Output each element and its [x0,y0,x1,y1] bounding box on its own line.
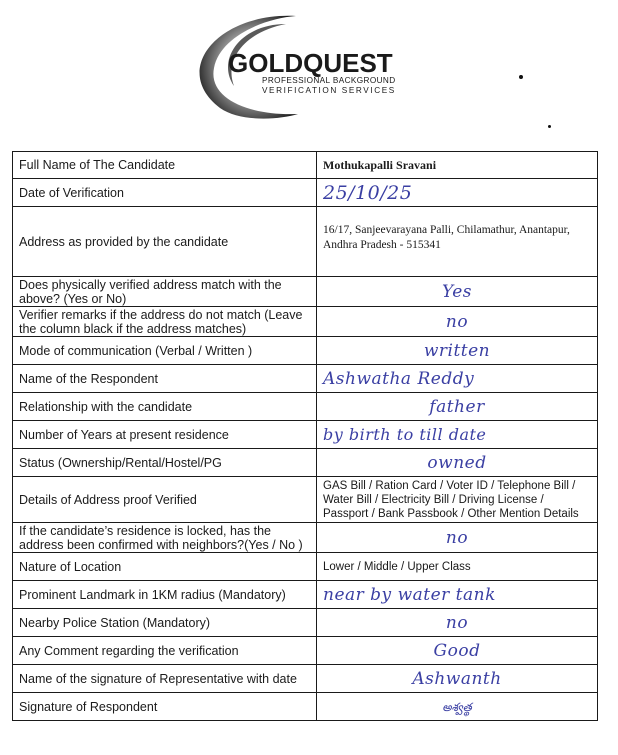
ownership-status-handwritten: owned [427,452,487,473]
table-row [13,581,598,609]
row-label: Name of the signature of Representative with date [13,665,317,693]
row-label: Address as provided by the candidate [13,207,317,277]
candidate-address: 16/17, Sanjeevarayana Palli, Chilamathur, Anantapur, Andhra Pradesh - 515341 [323,223,570,251]
row-label: If the candidate’s residence is locked, has the address been confirmed with neighbors?(Yes / No ) [13,523,317,553]
table-row [13,421,598,449]
row-value [317,179,598,207]
table-row [13,393,598,421]
row-label: Does physically verified address match with the above? (Yes or No) [13,277,317,307]
neighbor-confirmation-handwritten: no [445,527,469,548]
row-value [317,609,598,637]
table-row [13,179,598,207]
relationship-handwritten: father [429,396,485,417]
verification-date-handwritten: 25/10/25 [323,181,413,204]
table-row [13,152,598,179]
row-label: Signature of Respondent [13,693,317,721]
table-row [13,637,598,665]
row-value [317,365,598,393]
row-value [317,421,598,449]
row-label: Date of Verification [13,179,317,207]
row-label: Mode of communication (Verbal / Written ) [13,337,317,365]
row-value [317,207,598,277]
row-label: Nearby Police Station (Mandatory) [13,609,317,637]
logo-brand-text: GOLDQUEST [228,48,393,78]
logo-tagline-1: PROFESSIONAL BACKGROUND [262,76,396,85]
representative-signature-handwritten: Ashwanth [412,668,502,689]
address-proof-options: GAS Bill / Ration Card / Voter ID / Telephone Bill / Water Bill / Electricity Bill / Driving License / Passport / Bank Passbook / Other Mention Details [317,477,598,523]
row-value [317,637,598,665]
row-value [317,307,598,337]
row-label: Status (Ownership/Rental/Hostel/PG [13,449,317,477]
respondent-name-handwritten: Ashwatha Reddy [323,368,475,389]
verification-form-table [12,151,598,721]
comment-handwritten: Good [433,640,481,661]
row-value [317,581,598,609]
row-label: Number of Years at present residence [13,421,317,449]
row-label: Nature of Location [13,553,317,581]
row-label: Full Name of The Candidate [13,152,317,179]
row-label: Name of the Respondent [13,365,317,393]
row-label: Details of Address proof Verified [13,477,317,523]
row-value [317,665,598,693]
table-row [13,307,598,337]
row-label: Relationship with the candidate [13,393,317,421]
table-row [13,553,598,581]
row-value [317,449,598,477]
verifier-remarks-handwritten: no [445,311,469,332]
row-value [317,393,598,421]
row-label: Any Comment regarding the verification [13,637,317,665]
goldquest-logo [178,10,438,120]
communication-mode-handwritten: written [423,340,491,361]
table-row [13,365,598,393]
table-row [13,523,598,553]
row-value [317,337,598,365]
candidate-name: Mothukapalli Sravani [323,157,437,172]
table-row [13,665,598,693]
scan-speck [548,125,551,128]
address-match-handwritten: Yes [441,281,473,302]
row-value [317,152,598,179]
table-row [13,609,598,637]
table-row [13,477,598,523]
table-row [13,277,598,307]
police-station-handwritten: no [445,612,469,633]
table-row [13,337,598,365]
logo-tagline-2: VERIFICATION SERVICES [262,86,396,95]
row-label: Prominent Landmark in 1KM radius (Mandatory) [13,581,317,609]
row-label: Verifier remarks if the address do not match (Leave the column black if the address matches) [13,307,317,337]
row-value [317,277,598,307]
table-row [13,207,598,277]
respondent-signature: అశ్వత్థ [317,693,598,721]
scan-speck [519,75,523,79]
location-class-options: Lower / Middle / Upper Class [317,553,598,581]
landmark-handwritten: near by water tank [323,584,496,605]
row-value [317,523,598,553]
table-row [13,449,598,477]
years-at-residence-handwritten: by birth to till date [323,424,487,444]
table-row [13,693,598,721]
